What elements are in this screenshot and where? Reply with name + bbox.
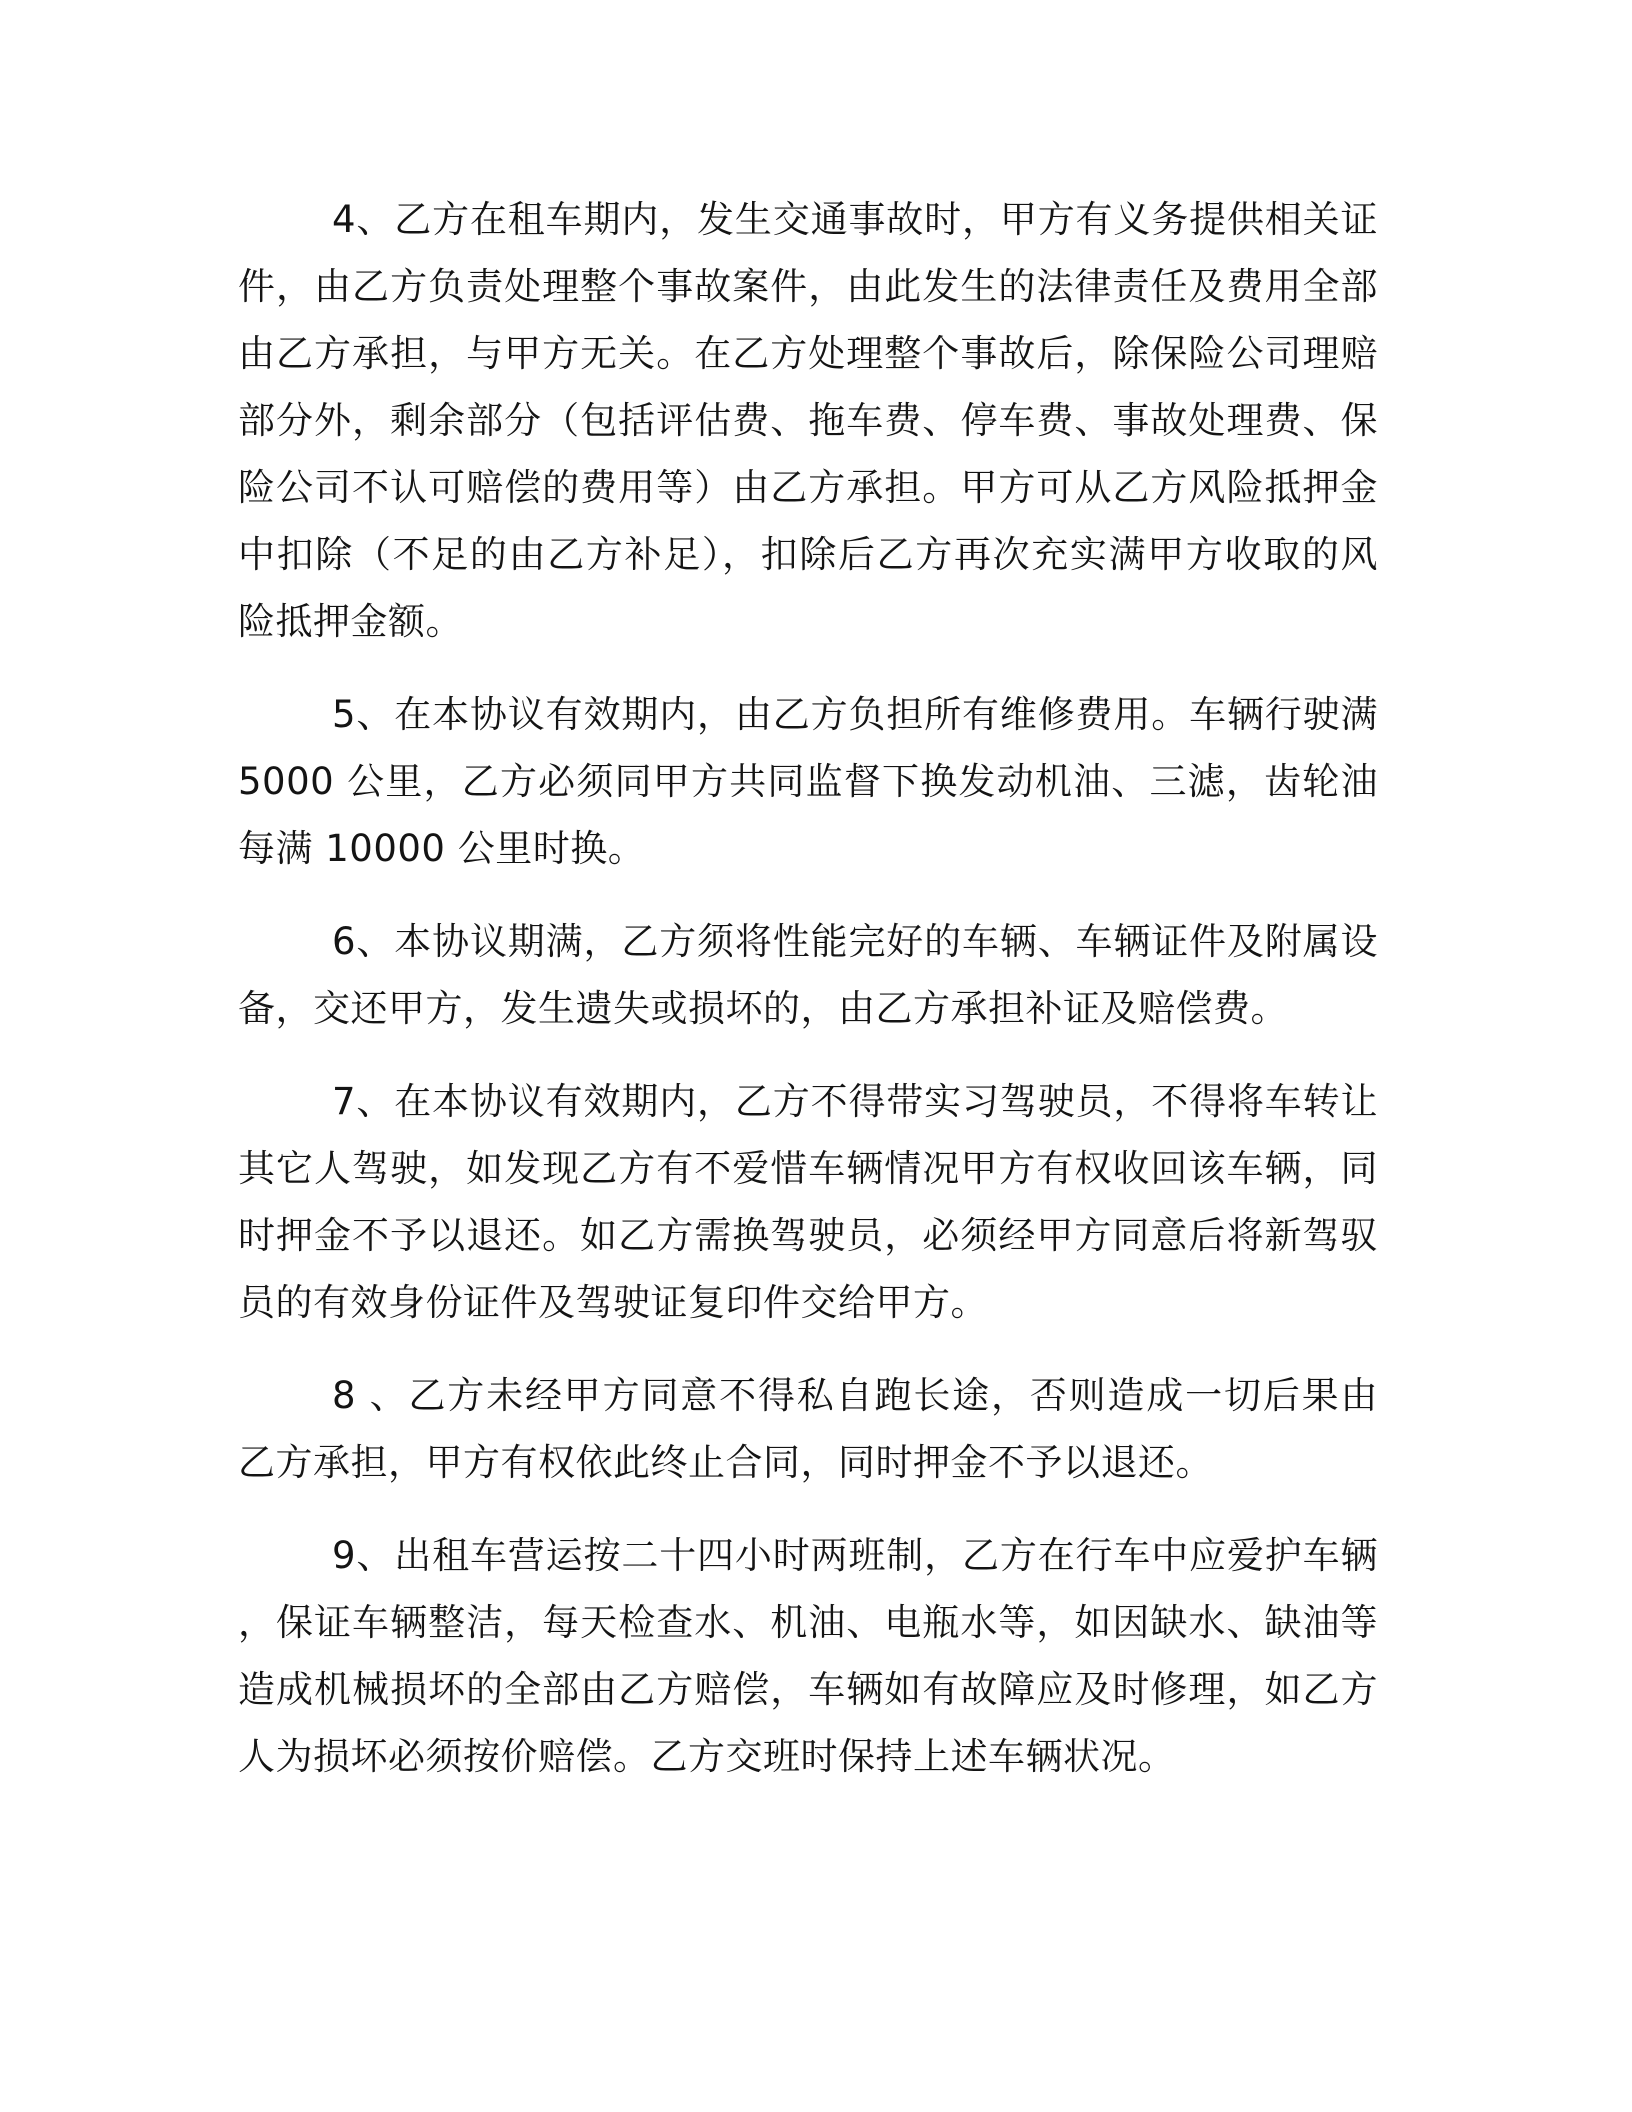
- clause-7-paragraph: 7、在本协议有效期内，乙方不得带实习驾驶员，不得将车转让其它人驾驶，如发现乙方有不爱惜车辆情况甲方有权收回该车辆，同时押金不予以退还。如乙方需换驾驶员，必须经甲方同意后将新驾驭员的有效身份证件及驾驶证复印件交给甲方。: [238, 1080, 1378, 1324]
- document-body: [238, 186, 1378, 1816]
- clause-8-paragraph: 8 、乙方未经甲方同意不得私自跑长途，否则造成一切后果由乙方承担，甲方有权依此终止合同，同时押金不予以退还。: [238, 1374, 1378, 1484]
- clause-5-paragraph: 5、在本协议有效期内，由乙方负担所有维修费用。车辆行驶满5000 公里，乙方必须同甲方共同监督下换发动机油、三滤，齿轮油每满 10000 公里时换。: [238, 693, 1378, 870]
- clause-4-paragraph: 4、乙方在租车期内，发生交通事故时，甲方有义务提供相关证件，由乙方负责处理整个事故案件，由此发生的法律责任及费用全部由乙方承担，与甲方无关。在乙方处理整个事故后，除保险公司理赔部分外，剩余部分（包括评估费、拖车费、停车费、事故处理费、保险公司不认可赔偿的费用等）由乙方承担。甲方可从乙方风险抵押金中扣除（不足的由乙方补足），扣除后乙方再次充实满甲方收取的风险抵押金额。: [238, 198, 1378, 643]
- clause-6-paragraph: 6、本协议期满，乙方须将性能完好的车辆、车辆证件及附属设备，交还甲方，发生遗失或损坏的，由乙方承担补证及赔偿费。: [238, 920, 1378, 1030]
- clause-9-paragraph: 9、出租车营运按二十四小时两班制，乙方在行车中应爱护车辆，保证车辆整洁，每天检查水、机油、电瓶水等，如因缺水、缺油等造成机械损坏的全部由乙方赔偿，车辆如有故障应及时修理，如乙方人为损坏必须按价赔偿。乙方交班时保持上述车辆状况。: [238, 1534, 1378, 1778]
